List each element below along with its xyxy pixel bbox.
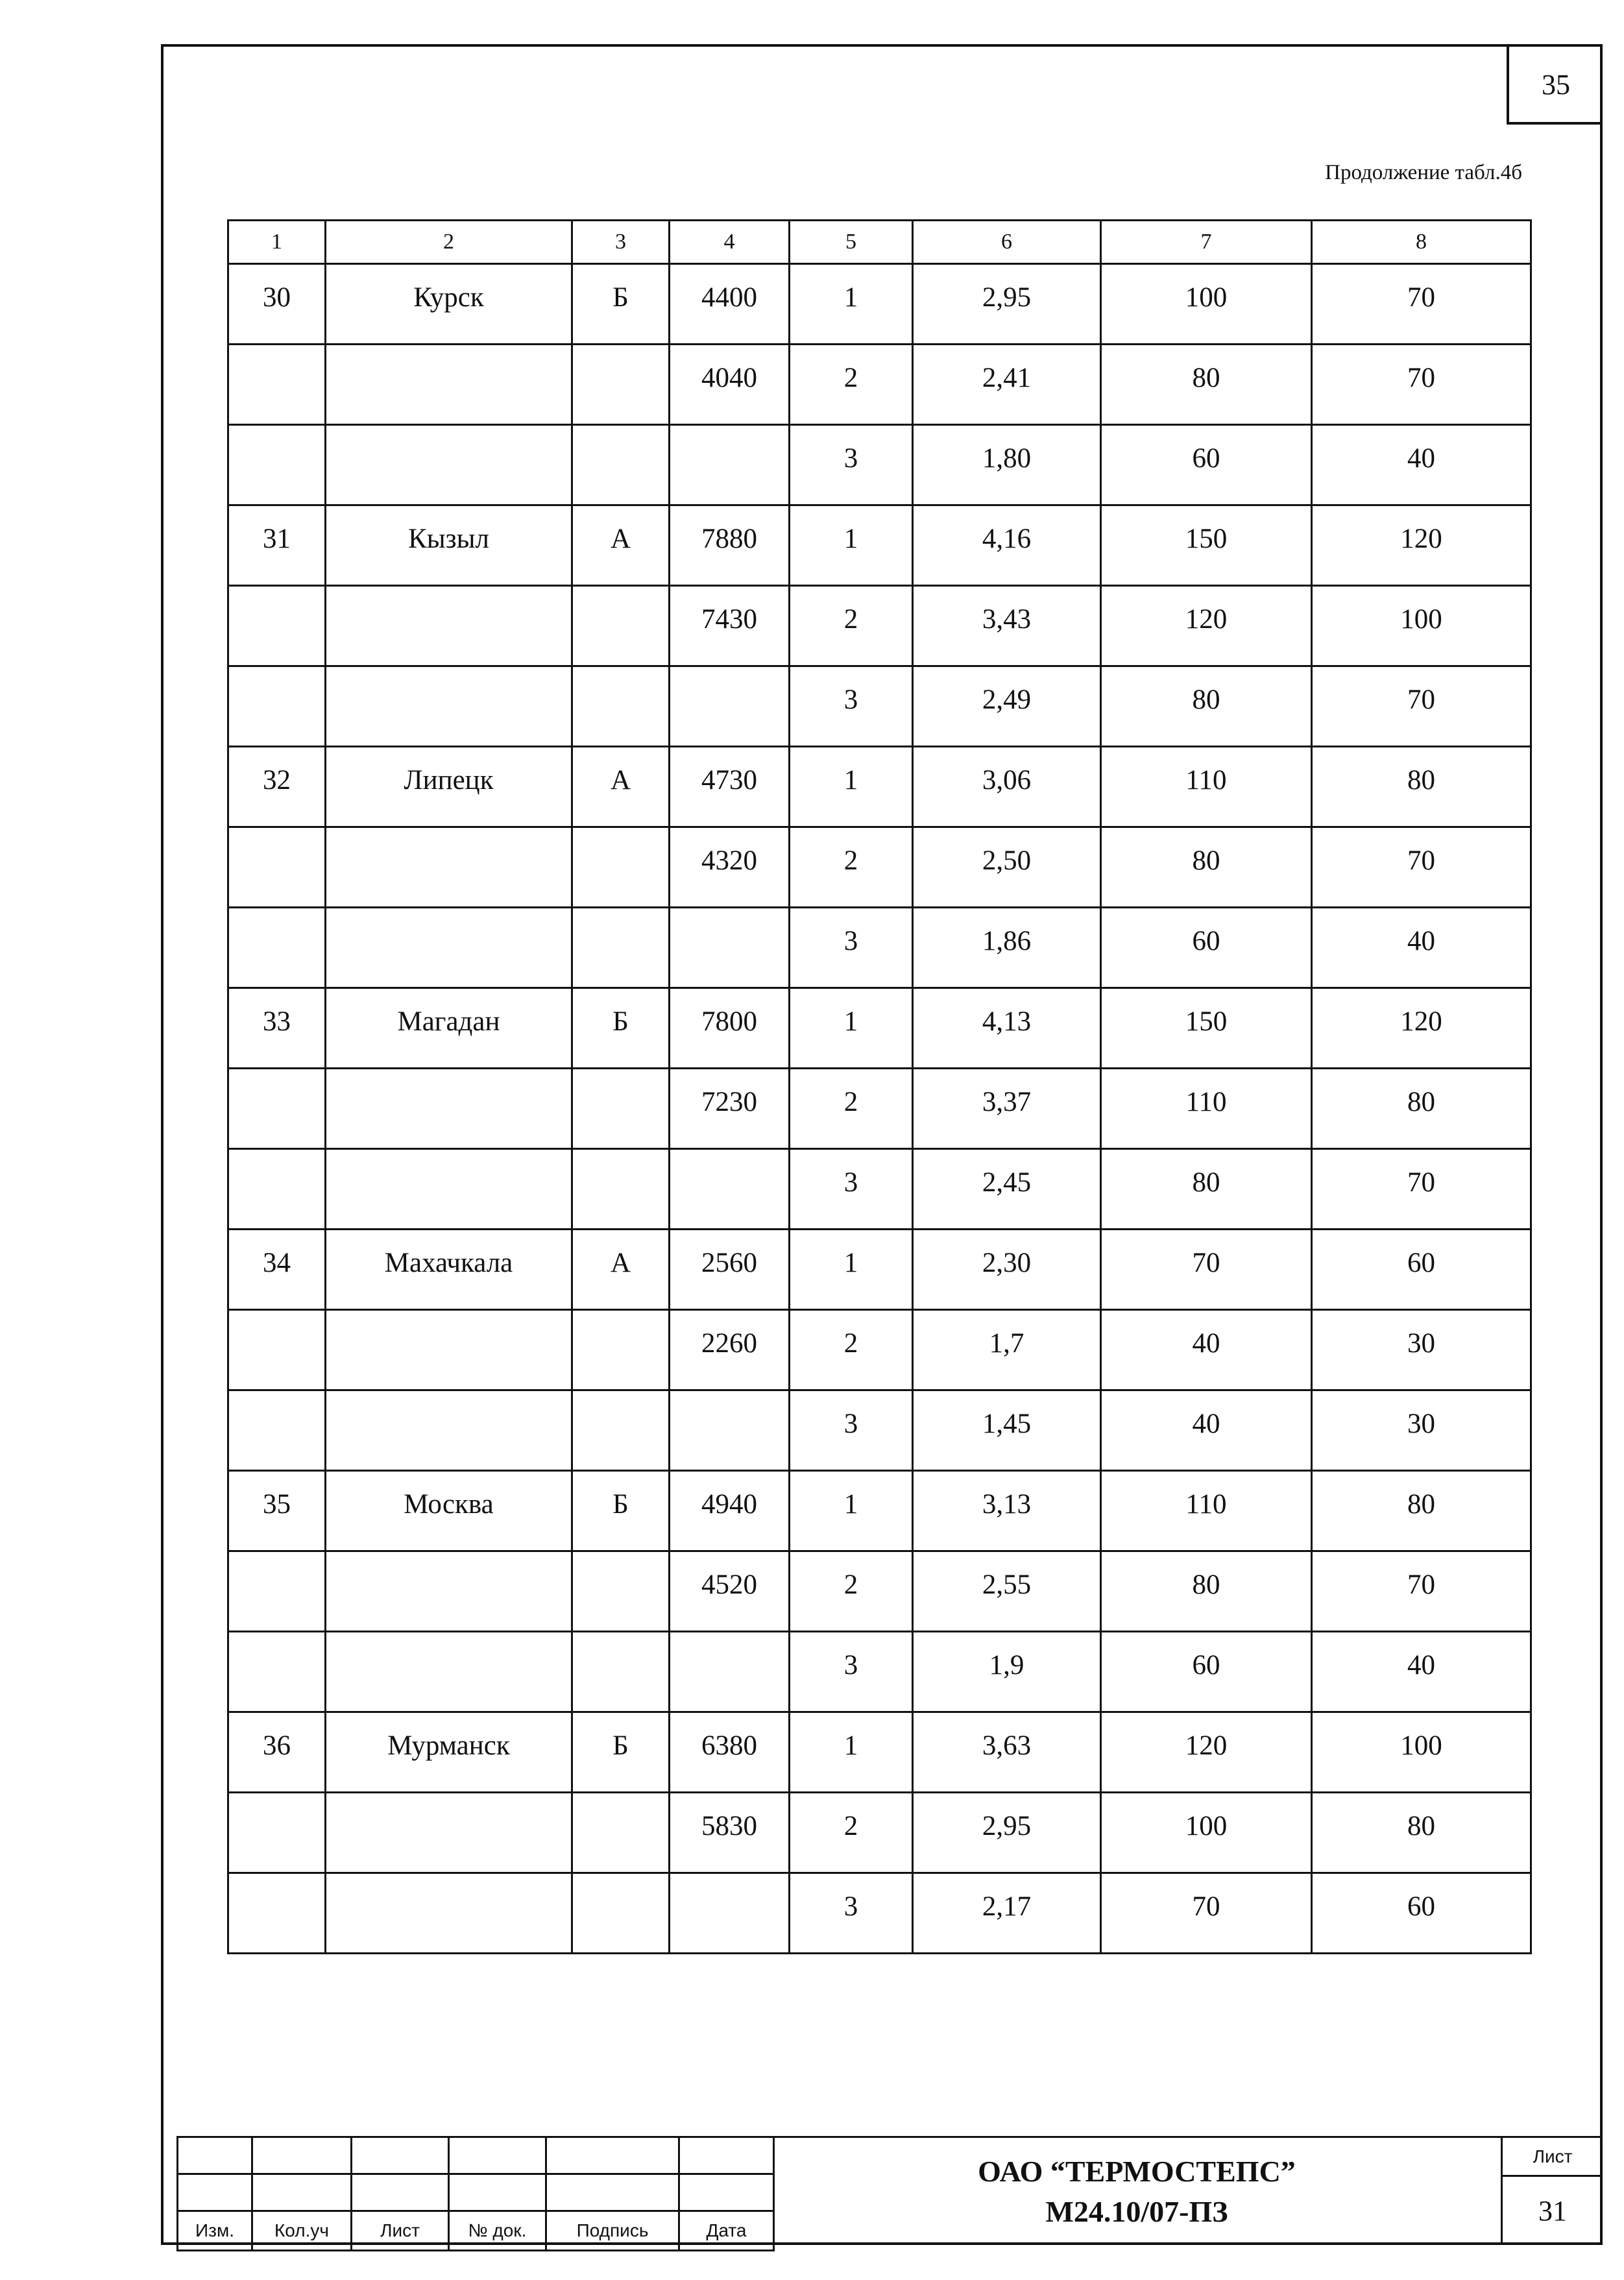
revision-cell — [352, 2174, 449, 2211]
table-cell: 100 — [1101, 1793, 1312, 1873]
table-body — [228, 264, 1531, 1954]
table-cell: 80 — [1312, 1471, 1531, 1551]
table-cell: 4320 — [670, 827, 790, 908]
revision-cell — [546, 2174, 679, 2211]
column-header-4: 4 — [670, 221, 790, 264]
table-cell: 120 — [1101, 1712, 1312, 1793]
table-cell: 7800 — [670, 988, 790, 1069]
table-cell: 80 — [1312, 1069, 1531, 1149]
table-cell — [572, 1390, 670, 1471]
table-cell: 1 — [790, 1712, 913, 1793]
table-cell: 2 — [790, 1310, 913, 1390]
revision-label: Лист — [352, 2211, 449, 2251]
table-cell: 2 — [790, 1793, 913, 1873]
table-cell: 2560 — [670, 1230, 790, 1310]
table-row — [228, 264, 1531, 345]
table-cell — [326, 425, 572, 505]
table-cell: 120 — [1312, 505, 1531, 586]
sheet-block — [1501, 2136, 1603, 2245]
table-cell: 60 — [1312, 1873, 1531, 1954]
revision-cell — [546, 2137, 679, 2174]
revision-cell — [178, 2174, 252, 2211]
table-cell — [670, 425, 790, 505]
table-cell: 100 — [1101, 264, 1312, 345]
table-cell: 2,30 — [913, 1230, 1101, 1310]
revision-label: Кол.уч — [252, 2211, 352, 2251]
revision-cell — [252, 2137, 352, 2174]
table-cell: 30 — [1312, 1390, 1531, 1471]
table-cell: 60 — [1101, 425, 1312, 505]
table-cell: 1 — [790, 505, 913, 586]
table-cell — [572, 827, 670, 908]
table-cell — [228, 1069, 326, 1149]
table-cell: Кызыл — [326, 505, 572, 586]
table-cell — [572, 1310, 670, 1390]
table-cell — [326, 1310, 572, 1390]
table-caption: Продолжение табл.4б — [1325, 161, 1522, 184]
table-cell — [670, 1873, 790, 1954]
table-cell: 2 — [790, 827, 913, 908]
table-cell: 33 — [228, 988, 326, 1069]
table-cell — [572, 666, 670, 747]
table-row — [228, 586, 1531, 666]
column-header-7: 7 — [1101, 221, 1312, 264]
page-number: 35 — [1507, 47, 1603, 125]
table-cell: 3 — [790, 1149, 913, 1230]
table-cell: А — [572, 505, 670, 586]
table-cell: 3 — [790, 908, 913, 988]
table-cell: 100 — [1312, 1712, 1531, 1793]
table-cell — [572, 586, 670, 666]
table-cell: 3 — [790, 1873, 913, 1954]
table-cell: 40 — [1312, 425, 1531, 505]
table-cell — [228, 1551, 326, 1632]
table-cell — [326, 1390, 572, 1471]
table-cell: 1 — [790, 988, 913, 1069]
table-cell: 2 — [790, 1069, 913, 1149]
table-cell — [228, 1632, 326, 1712]
revision-cell — [252, 2174, 352, 2211]
table-cell: А — [572, 747, 670, 827]
table-row — [228, 425, 1531, 505]
table-cell: 120 — [1101, 586, 1312, 666]
table-cell: 36 — [228, 1712, 326, 1793]
table-cell: 80 — [1101, 827, 1312, 908]
table-cell: 3 — [790, 1632, 913, 1712]
table-cell: 60 — [1101, 1632, 1312, 1712]
table-row — [228, 1632, 1531, 1712]
table-cell: 40 — [1101, 1390, 1312, 1471]
table-cell: 31 — [228, 505, 326, 586]
table-cell: 80 — [1101, 345, 1312, 425]
table-cell: 7880 — [670, 505, 790, 586]
table-row — [228, 908, 1531, 988]
table-cell: 2 — [790, 586, 913, 666]
table-row — [228, 1712, 1531, 1793]
table-cell: 70 — [1101, 1230, 1312, 1310]
table-cell: 32 — [228, 747, 326, 827]
table-cell: 4940 — [670, 1471, 790, 1551]
table-cell: Махачкала — [326, 1230, 572, 1310]
table-cell: 1 — [790, 747, 913, 827]
table-cell: 110 — [1101, 1471, 1312, 1551]
table-cell: 7430 — [670, 586, 790, 666]
table-cell — [228, 827, 326, 908]
revision-grid — [176, 2136, 775, 2251]
table-cell: 2260 — [670, 1310, 790, 1390]
table-cell: 80 — [1101, 1149, 1312, 1230]
table-cell: 2,45 — [913, 1149, 1101, 1230]
table-cell — [572, 1793, 670, 1873]
revision-label: Дата — [679, 2211, 774, 2251]
table-cell: 150 — [1101, 505, 1312, 586]
table-cell: Б — [572, 988, 670, 1069]
table-cell — [572, 1632, 670, 1712]
table-cell: 1 — [790, 1230, 913, 1310]
table-cell — [228, 345, 326, 425]
table-row — [228, 1390, 1531, 1471]
revision-cell — [178, 2137, 252, 2174]
table-cell: 3,06 — [913, 747, 1101, 827]
organization-block — [773, 2136, 1501, 2245]
title-block — [176, 2136, 1603, 2245]
column-header-3: 3 — [572, 221, 670, 264]
table-cell: 3,13 — [913, 1471, 1101, 1551]
table-cell: 80 — [1101, 666, 1312, 747]
table-cell: 6380 — [670, 1712, 790, 1793]
table-cell — [326, 1551, 572, 1632]
table-cell: 80 — [1312, 1793, 1531, 1873]
table-row — [228, 345, 1531, 425]
revision-label: № док. — [449, 2211, 546, 2251]
table-cell — [228, 666, 326, 747]
table-cell: 1,45 — [913, 1390, 1101, 1471]
table-cell: 2,49 — [913, 666, 1101, 747]
table-cell: 4520 — [670, 1551, 790, 1632]
table-cell — [572, 1551, 670, 1632]
table-cell — [572, 1069, 670, 1149]
document-code: М24.10/07-ПЗ — [1045, 2194, 1228, 2228]
table-cell — [228, 586, 326, 666]
table-cell: 4730 — [670, 747, 790, 827]
table-cell: 5830 — [670, 1793, 790, 1873]
table-cell: 2,95 — [913, 1793, 1101, 1873]
column-header-1: 1 — [228, 221, 326, 264]
table-cell: 1,9 — [913, 1632, 1101, 1712]
table-cell — [572, 345, 670, 425]
table-cell — [326, 1069, 572, 1149]
revision-label: Подпись — [546, 2211, 679, 2251]
table-cell: 3,43 — [913, 586, 1101, 666]
table-cell: 110 — [1101, 747, 1312, 827]
table-cell: 40 — [1312, 908, 1531, 988]
revision-cell — [679, 2137, 774, 2174]
table-cell — [326, 586, 572, 666]
table-cell: 3,37 — [913, 1069, 1101, 1149]
table-cell: 2,55 — [913, 1551, 1101, 1632]
table-cell: 2,50 — [913, 827, 1101, 908]
table-cell: Липецк — [326, 747, 572, 827]
table-cell: 2,41 — [913, 345, 1101, 425]
table-cell — [228, 425, 326, 505]
table-cell — [572, 1149, 670, 1230]
data-table — [227, 219, 1532, 1954]
table-cell — [228, 1149, 326, 1230]
column-header-6: 6 — [913, 221, 1101, 264]
table-row — [228, 1069, 1531, 1149]
table-cell — [572, 908, 670, 988]
table-cell: 4040 — [670, 345, 790, 425]
table-cell: 70 — [1101, 1873, 1312, 1954]
table-cell: 70 — [1312, 1149, 1531, 1230]
table-cell — [326, 1873, 572, 1954]
table-row — [228, 827, 1531, 908]
table-cell: 3 — [790, 425, 913, 505]
table-cell — [326, 345, 572, 425]
table-cell: 70 — [1312, 264, 1531, 345]
table-cell: Москва — [326, 1471, 572, 1551]
table-cell: 2,95 — [913, 264, 1101, 345]
table-cell: Магадан — [326, 988, 572, 1069]
table-cell — [670, 1632, 790, 1712]
table-cell — [228, 908, 326, 988]
table-cell: 1 — [790, 1471, 913, 1551]
table-cell — [670, 908, 790, 988]
table-row — [228, 1230, 1531, 1310]
table-cell: 1 — [790, 264, 913, 345]
sheet-number: 31 — [1538, 2195, 1567, 2227]
table-cell: Б — [572, 264, 670, 345]
table-cell: 1,80 — [913, 425, 1101, 505]
table-cell: 80 — [1101, 1551, 1312, 1632]
table-cell: 30 — [228, 264, 326, 345]
table-cell — [326, 908, 572, 988]
table-row — [228, 1310, 1531, 1390]
table-cell: 2,17 — [913, 1873, 1101, 1954]
table-row — [228, 666, 1531, 747]
table-cell — [572, 425, 670, 505]
table-cell: 70 — [1312, 827, 1531, 908]
table-cell — [228, 1793, 326, 1873]
table-cell: 80 — [1312, 747, 1531, 827]
table-header-row — [228, 221, 1531, 264]
revision-cell — [679, 2174, 774, 2211]
table-cell — [572, 1873, 670, 1954]
table-cell: 120 — [1312, 988, 1531, 1069]
table-cell — [670, 666, 790, 747]
table-cell: 35 — [228, 1471, 326, 1551]
table-cell: 70 — [1312, 345, 1531, 425]
table-row — [228, 1551, 1531, 1632]
table-row — [228, 505, 1531, 586]
table-cell: 3,63 — [913, 1712, 1101, 1793]
table-cell: 40 — [1101, 1310, 1312, 1390]
table-cell: А — [572, 1230, 670, 1310]
sheet-label: Лист — [1503, 2138, 1603, 2177]
table-cell — [326, 827, 572, 908]
table-cell: 1,86 — [913, 908, 1101, 988]
table-cell: Мурманск — [326, 1712, 572, 1793]
table-cell — [228, 1310, 326, 1390]
table-cell: 7230 — [670, 1069, 790, 1149]
table-cell: 110 — [1101, 1069, 1312, 1149]
revision-cell — [449, 2174, 546, 2211]
table-cell — [670, 1390, 790, 1471]
table-cell: 4,16 — [913, 505, 1101, 586]
table-cell — [326, 666, 572, 747]
table-cell: 60 — [1101, 908, 1312, 988]
table-cell: 70 — [1312, 666, 1531, 747]
table-cell — [670, 1149, 790, 1230]
table-cell: Курск — [326, 264, 572, 345]
table-cell — [228, 1873, 326, 1954]
table-cell: 4,13 — [913, 988, 1101, 1069]
table-cell: 150 — [1101, 988, 1312, 1069]
column-header-5: 5 — [790, 221, 913, 264]
table-row — [228, 1793, 1531, 1873]
revision-cell — [352, 2137, 449, 2174]
table-cell — [326, 1793, 572, 1873]
column-header-2: 2 — [326, 221, 572, 264]
table-row — [228, 1471, 1531, 1551]
table-cell: 3 — [790, 1390, 913, 1471]
table-cell — [326, 1149, 572, 1230]
table-cell: 30 — [1312, 1310, 1531, 1390]
revision-cell — [449, 2137, 546, 2174]
table-cell: 3 — [790, 666, 913, 747]
table-cell: 40 — [1312, 1632, 1531, 1712]
table-cell: 100 — [1312, 586, 1531, 666]
table-row — [228, 988, 1531, 1069]
table-cell: 4400 — [670, 264, 790, 345]
table-cell — [326, 1632, 572, 1712]
table-row — [228, 1149, 1531, 1230]
table-cell: 70 — [1312, 1551, 1531, 1632]
organization-name: ОАО “ТЕРМОСТЕПС” — [978, 2154, 1296, 2188]
table-row — [228, 747, 1531, 827]
table-cell: 60 — [1312, 1230, 1531, 1310]
table-row — [228, 1873, 1531, 1954]
revision-label: Изм. — [178, 2211, 252, 2251]
table-cell: 1,7 — [913, 1310, 1101, 1390]
column-header-8: 8 — [1312, 221, 1531, 264]
table-cell: 2 — [790, 1551, 913, 1632]
table-cell: 2 — [790, 345, 913, 425]
table-cell: Б — [572, 1471, 670, 1551]
table-cell — [228, 1390, 326, 1471]
table-cell: 34 — [228, 1230, 326, 1310]
table-cell: Б — [572, 1712, 670, 1793]
